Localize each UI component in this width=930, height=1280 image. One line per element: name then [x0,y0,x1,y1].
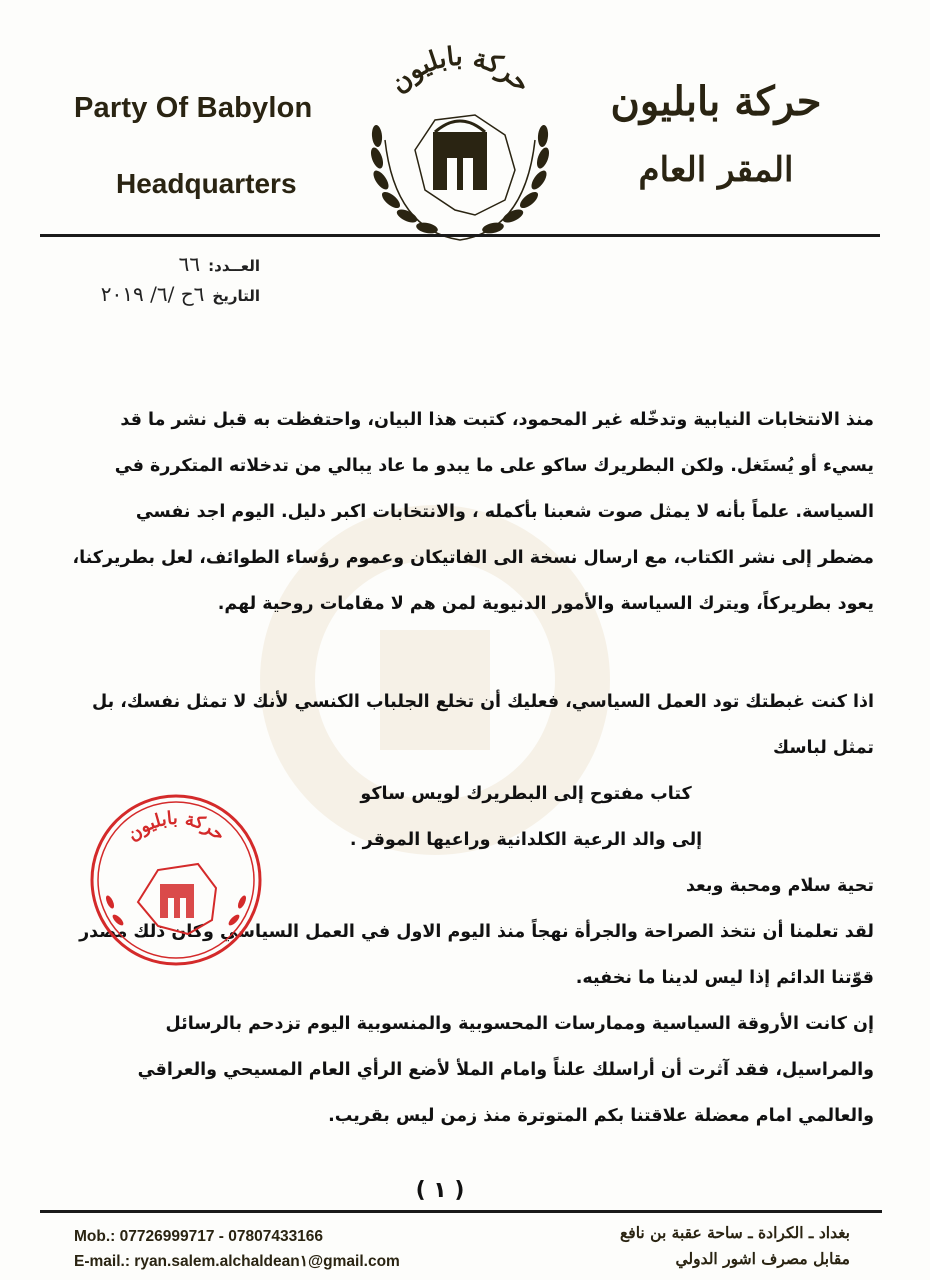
logo-text: حركة بابليون [383,41,537,99]
footer-divider [40,1210,882,1213]
svg-text:حركة بابليون [123,808,229,846]
text-line: منذ الانتخابات النيابية وتدخّله غير المحمود، كتبت هذا البيان، واحتفظت به قبل نشر ما قد [120,410,874,431]
footer-address-line1: بغداد ـ الكرادة ـ ساحة عقبة بن نافع [620,1223,850,1242]
text-line: إن كانت الأروقة السياسية وممارسات المحسوبية والمنسوبية اليوم تزدحم بالرسائل [165,1014,874,1035]
reference-number-row [40,252,260,282]
footer-address-line2: مقابل مصرف اشور الدولي [675,1249,850,1268]
text-line: قوّتنا الدائم إذا ليس لدينا ما نخفيه. [575,968,874,989]
text-line: تمثل لباسك [773,738,874,759]
footer-address [530,1220,850,1272]
heading-line: كتاب مفتوح إلى البطريرك لويس ساكو [360,784,692,805]
intro-paragraph [48,398,874,628]
heading-line: إلى والد الرعية الكلدانية وراعيها الموقر . [349,830,703,851]
reference-block [40,252,260,312]
date-label: التاريخ [212,287,260,305]
header-divider [40,234,880,237]
second-paragraph [48,680,874,772]
text-line: يعود بطريركاً، ويترك السياسة والأمور الدنيوية لمن هم لا مقامات روحية لهم. [217,594,874,615]
number-label: العــدد: [208,257,260,275]
text-line: مضطر إلى نشر الكتاب، مع ارسال نسخة الى الفاتيكان وعموم رؤساء الطوائف، لعل بطريركنا، [72,548,874,569]
official-stamp [88,792,264,968]
text-line: تحية سلام ومحبة وبعد [685,876,874,897]
text-line: لقد تعلمنا أن نتخذ الصراحة والجرأة نهجاً منذ اليوم الاول في العمل السياسي وكان ذلك مصدر [79,922,874,943]
footer-email: E-mail.: ryan.salem.alchaldean١@gmail.com [74,1253,400,1270]
text-line: والمراسيل، فقد آثرت أن أراسلك علناً وامام الملأ لأضع الرأي العام المسيحي والعراقي [137,1060,874,1081]
date-value: ٦ح /٦/ ٢٠١٩ [100,282,205,306]
text-line: والعالمي امام معضلة علاقتنا بكم المتوترة منذ زمن ليس بقريب. [328,1106,874,1127]
text-line: يسيء أو يُستَغل. ولكن البطريرك ساكو على ما يبدو ما عاد يبالي من تدخلاته المتكررة في [114,456,874,477]
text-line: اذا كنت غبطتك تود العمل السياسي، فعليك أن تخلع الجلباب الكنسي لأنك لا تمثل نفسك، بل [91,692,874,713]
party-name-english: Party Of Babylon [74,92,313,124]
number-value: ٦٦ [178,252,201,276]
stamp-text: حركة بابليون [122,807,230,846]
page-number: ( ١ ) [415,1178,465,1203]
party-logo [355,40,565,250]
svg-text:حركة بابليون [384,42,537,99]
headquarters-english: Headquarters [116,168,297,199]
headquarters-arabic: المقر العام [638,150,794,190]
footer-mobile: Mob.: 07726999717 - 07807433166 [74,1228,324,1245]
reference-date-row [40,282,260,312]
footer-contact [74,1224,400,1274]
party-name-arabic: حركة بابليون [610,78,822,125]
text-line: السياسة. علماً بأنه لا يمثل صوت شعبنا بأكمله ، والانتخابات اكبر دليل. اليوم اجد نفسي [135,502,874,523]
